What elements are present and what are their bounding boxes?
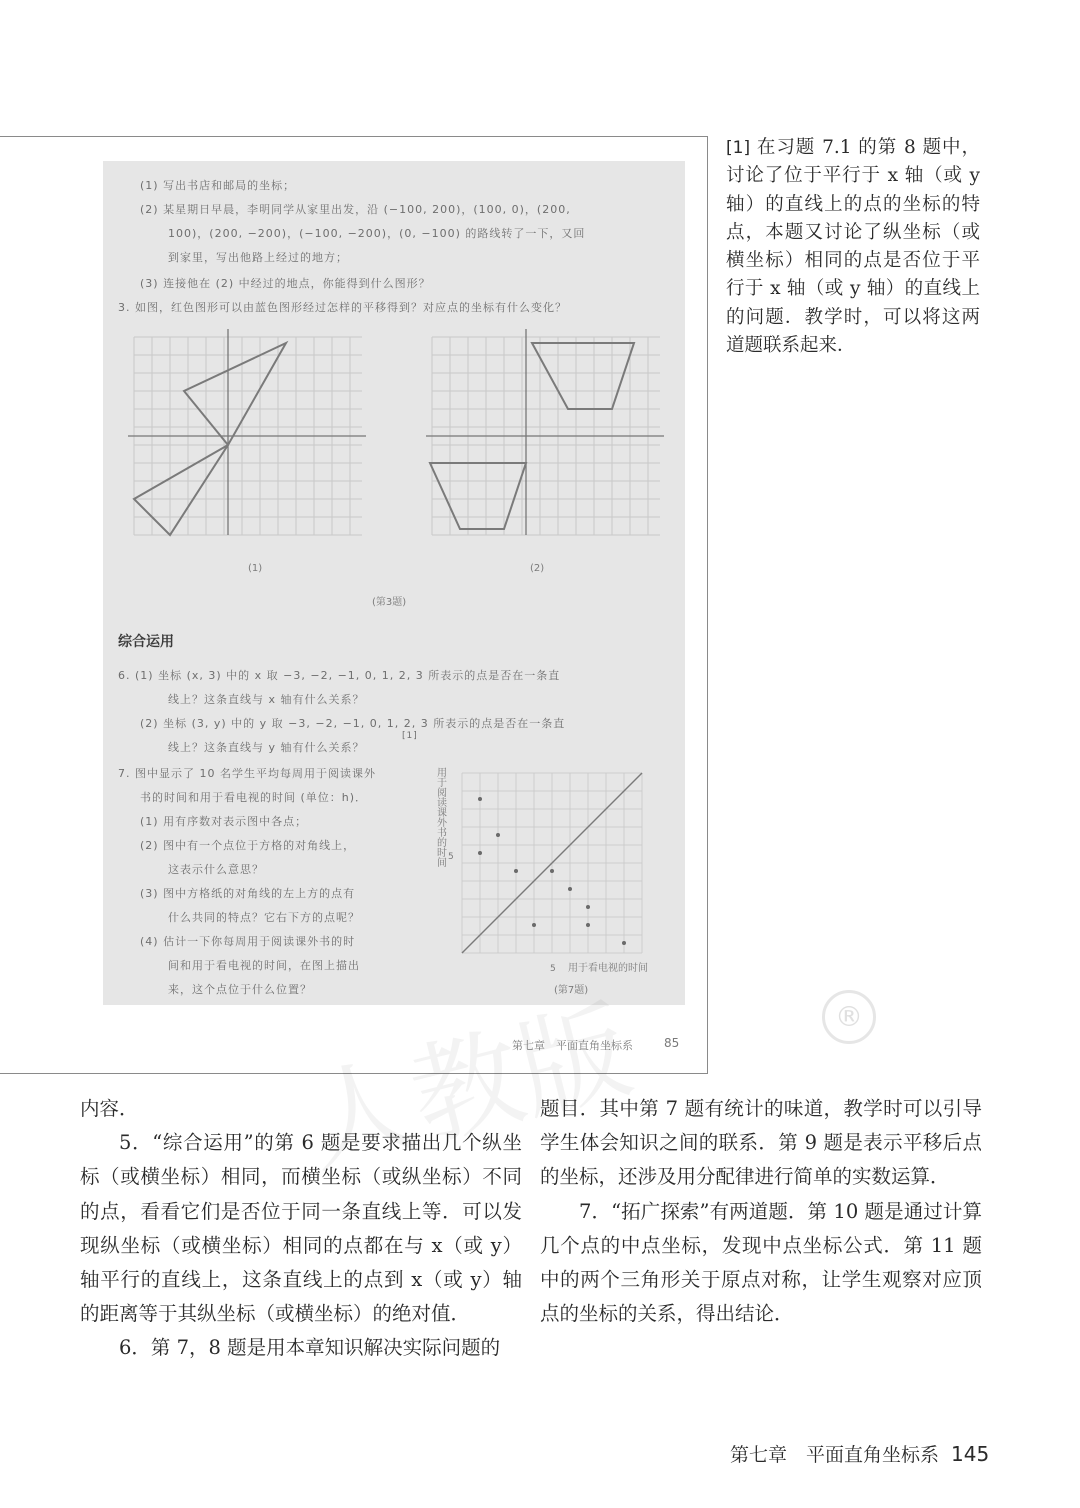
body-paragraph: 6．第 7，8 题是用本章知识解决实际问题的 xyxy=(119,1336,501,1360)
q7-line: 来，这个点位于什么位置？ xyxy=(168,983,312,996)
scatter-xlabel: 用于看电视的时间 xyxy=(568,963,648,974)
q7-line: 间和用于看电视的时间，在图上描出 xyxy=(168,959,360,972)
q2-line: 100)，(200, −200)，(−100, −200)，(0, −100) 的路线转了一下，又回 xyxy=(168,227,586,240)
q7-line: (4) 估计一下你每周用于阅读课外书的时 xyxy=(140,935,356,948)
body-paragraph: 5．“综合运用”的第 6 题是要求描出几个纵坐标（或横坐标）相同，而横坐标（或纵坐标）不同的点，看看它们是否位于同一条直线上等．可以发现纵坐标（或横坐标）相同的点都在与 x（或 y）轴平行的直线上，这条直线上的点到 x（或 y）轴的距离等于其纵坐标（或横坐标）的绝对值． xyxy=(80,1131,522,1326)
scatter-tick: 5 xyxy=(550,964,556,974)
triangle-translated xyxy=(134,445,228,535)
scatter-point xyxy=(514,869,518,873)
scatter-point xyxy=(622,941,626,945)
trapezoid-translated xyxy=(430,463,526,529)
figure-7-scatter xyxy=(436,759,668,989)
q7-line: (1) 用有序数对表示图中各点； xyxy=(140,815,308,828)
footnote-ref: [1] xyxy=(402,731,418,741)
triangle-original xyxy=(184,343,286,445)
q7-line: (2) 图中有一个点位于方格的对角线上， xyxy=(140,839,356,852)
q6-line: 线上？这条直线与 y 轴有什么关系？ xyxy=(168,741,365,754)
scatter-point xyxy=(568,887,572,891)
annotation-text: 在习题 7.1 的第 8 题中，讨论了位于平行于 x 轴（或 y 轴）的直线上的点的坐标的特点，本题又讨论了纵坐标（或横坐标）相同的点是否位于平行于 x 轴（或 y 轴）的直线上的问题．教学时，可以将这两道题联系起来． xyxy=(726,137,980,357)
section-heading: 综合运用 xyxy=(118,634,174,650)
q7-line: 什么共同的特点？它右下方的点呢？ xyxy=(168,911,360,924)
trapezoid-original xyxy=(532,343,634,409)
body-column-left xyxy=(80,1092,522,1366)
body-column-right xyxy=(540,1092,982,1331)
page-number: 145 xyxy=(951,1442,990,1466)
q2-line: 到家里，写出他路上经过的地方； xyxy=(168,251,348,264)
scatter-point xyxy=(586,923,590,927)
figure-caption: (第7题) xyxy=(554,985,589,996)
q2-line: (2) 某星期日早晨，李明同学从家里出发，沿 (−100, 200)，(100, 0)，(200, xyxy=(140,203,571,216)
q7-line: 这表示什么意思？ xyxy=(168,863,264,876)
body-paragraph: 内容． xyxy=(80,1097,139,1120)
scatter-ylabel: 用于阅读课外书的时间 xyxy=(434,767,446,867)
chapter-title: 第七章 平面直角坐标系 xyxy=(730,1444,940,1466)
registered-mark: ® xyxy=(822,990,876,1044)
inset-page-number: 85 xyxy=(664,1036,680,1050)
q7-line: (3) 图中方格纸的对角线的左上方的点有 xyxy=(140,887,356,900)
scatter-point xyxy=(550,869,554,873)
scatter-point xyxy=(478,851,482,855)
q7-line: 书的时间和用于看电视的时间 (单位：h)． xyxy=(140,791,368,804)
q7-line: 7. 图中显示了 10 名学生平均每周用于阅读课外 xyxy=(118,767,376,780)
scatter-point xyxy=(496,833,500,837)
scatter-point xyxy=(532,923,536,927)
q6-line: (2) 坐标 (3, y) 中的 y 取 −3, −2, −1, 0, 1, 2, 3 所表示的点是否在一条直 xyxy=(140,717,566,730)
figure-label: (2) xyxy=(530,563,545,574)
q6-line: 6. (1) 坐标 (x, 3) 中的 x 取 −3, −2, −1, 0, 1, 2, 3 所表示的点是否在一条直 xyxy=(118,669,561,682)
q2-line: (3) 连接他在 (2) 中经过的地点，你能得到什么图形？ xyxy=(140,277,431,290)
scatter-tick: 5 xyxy=(448,852,454,862)
figure-caption: (第3题) xyxy=(372,597,407,608)
scatter-point xyxy=(586,905,590,909)
inset-page-footer: 第七章 平面直角坐标系 xyxy=(512,1039,633,1052)
body-paragraph: 7．“拓广探索”有两道题．第 10 题是通过计算几个点的中点坐标，发现中点坐标公式．第 11 题中的两个三角形关于原点对称，让学生观察对应顶点的坐标的关系，得出结论． xyxy=(540,1199,982,1326)
scatter-point xyxy=(478,797,482,801)
q3-text: 3. 如图，红色图形可以由蓝色图形经过怎样的平移得到？对应点的坐标有什么变化？ xyxy=(118,301,567,314)
margin-annotation xyxy=(726,134,980,360)
figure-3-2 xyxy=(422,323,668,547)
q2-line: (1) 写出书店和邮局的坐标； xyxy=(140,179,296,192)
q6-line: 线上？这条直线与 x 轴有什么关系？ xyxy=(168,693,365,706)
body-paragraph: 题目．其中第 7 题有统计的味道，教学时可以引导学生体会知识之间的联系．第 9 题是表示平移后点的坐标，还涉及用分配律进行简单的实数运算． xyxy=(540,1097,982,1189)
annotation-ref: [1] xyxy=(726,138,751,158)
figure-3-1 xyxy=(124,323,370,547)
textbook-page-image xyxy=(0,136,708,1074)
page-footer xyxy=(730,1440,989,1467)
figure-label: (1) xyxy=(248,563,263,574)
